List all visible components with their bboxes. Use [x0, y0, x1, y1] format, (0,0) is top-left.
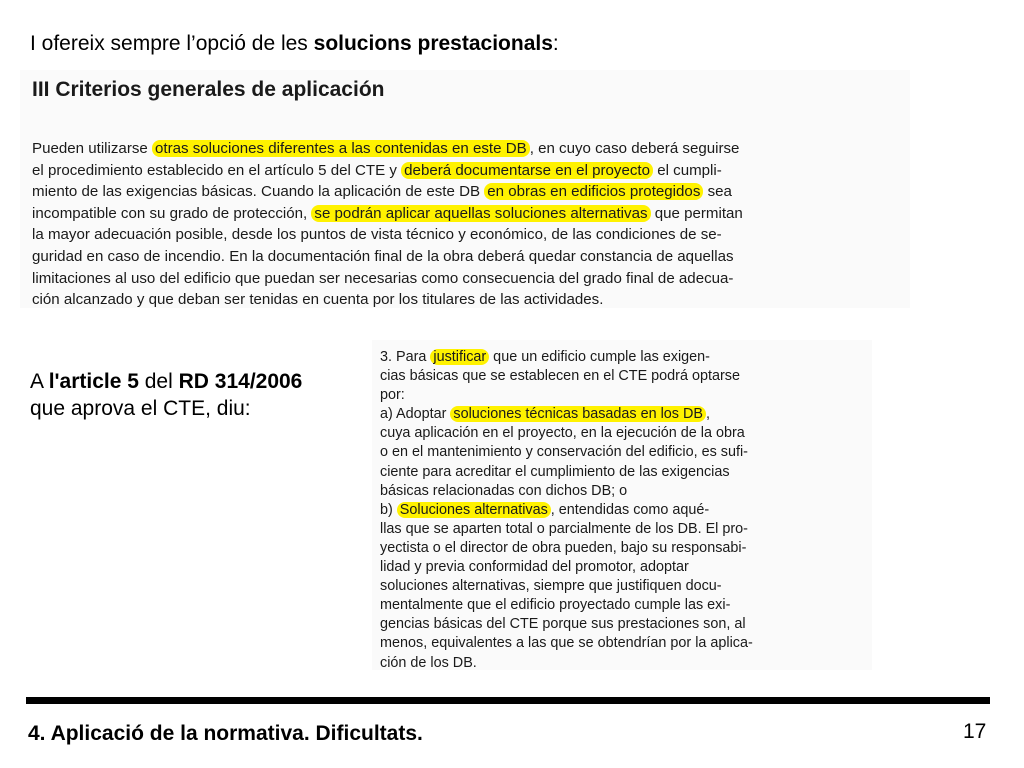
- citation-line-1: A l'article 5 del RD 314/2006: [30, 370, 303, 393]
- intro-prefix: I ofereix sempre l’opció de les: [30, 32, 314, 55]
- highlighted-phrase: deberá documentarse en el proyecto: [401, 162, 653, 179]
- excerpt-line: Pueden utilizarse otras soluciones diferentes a las contenidas en este DB , en cuyo caso deberá seguirse: [32, 140, 740, 157]
- citation-line-2: que aprova el CTE, diu:: [30, 397, 251, 420]
- excerpt-line: por:: [380, 387, 405, 404]
- footer-divider: [26, 697, 990, 704]
- intro-suffix: :: [552, 32, 559, 55]
- intro-text: [30, 30, 559, 58]
- excerpt-line: el procedimiento establecido en el artículo 5 del CTE y deberá documentarse en el proyecto el cumpli-: [32, 161, 722, 179]
- excerpt-line: cuya aplicación en el proyecto, en la ejecución de la obra: [380, 425, 745, 442]
- excerpt-line: gencias básicas del CTE porque sus prestaciones son, al: [380, 616, 746, 633]
- excerpt-line: menos, equivalentes a las que se obtendrían por la aplica-: [380, 635, 753, 652]
- citation-article: l'article 5: [48, 370, 139, 393]
- intro-bold-term: solucions prestacionals: [313, 32, 553, 55]
- excerpt-line: la mayor adecuación posible, desde los puntos de vista técnico y económico, de las condiciones de se-: [32, 226, 722, 244]
- excerpt-line: yectista o el director de obra pueden, bajo su responsabi-: [380, 539, 747, 556]
- excerpt-line: lidad y previa conformidad del promotor, adoptar: [380, 559, 689, 576]
- page-number: 17: [963, 720, 987, 743]
- excerpt-line: mentalmente que el edificio proyectado cumple las exi-: [380, 597, 731, 614]
- footer-title: 4. Aplicació de la normativa. Dificultats.: [28, 722, 423, 745]
- citation-text: [30, 368, 302, 422]
- excerpt-line: 3. Para justificar que un edificio cumple las exigen-: [380, 349, 710, 365]
- excerpt-line: ción alcanzado y que deban ser tenidas en cuenta por los titulares de las actividades.: [32, 291, 604, 309]
- highlighted-phrase: justificar: [430, 349, 489, 365]
- excerpt-paragraph: [380, 348, 753, 673]
- excerpt-line: cias básicas que se establecen en el CTE podrá optarse: [380, 368, 740, 385]
- highlighted-phrase: otras soluciones diferentes a las contenidas en este DB: [152, 140, 530, 157]
- excerpt-paragraph: [32, 138, 743, 311]
- excerpt-line: a) Adoptar soluciones técnicas basadas en los DB ,: [380, 406, 710, 423]
- highlighted-phrase: soluciones técnicas basadas en los DB: [450, 406, 706, 422]
- highlighted-phrase: Soluciones alternativas: [397, 502, 551, 518]
- excerpt-line: ción de los DB.: [380, 654, 477, 671]
- excerpt-line: o en el mantenimiento y conservación del edificio, es sufi-: [380, 444, 748, 461]
- excerpt-line: limitaciones al uso del edificio que puedan ser necesarias como consecuencia del grado final de adecua-: [32, 269, 734, 287]
- excerpt-line: básicas relacionadas con dichos DB; o: [380, 482, 628, 499]
- excerpt-line: incompatible con su grado de protección, se podrán aplicar aquellas soluciones alternativas que permitan: [32, 204, 743, 222]
- excerpt-criterios-generales: [20, 70, 910, 308]
- excerpt-heading: III Criterios generales de aplicación: [32, 78, 385, 101]
- excerpt-line: miento de las exigencias básicas. Cuando la aplicación de este DB en obras en edificios protegidos sea: [32, 183, 732, 201]
- highlighted-phrase: se podrán aplicar aquellas soluciones alternativas: [311, 205, 650, 222]
- highlighted-phrase: en obras en edificios protegidos: [484, 183, 703, 200]
- excerpt-line: b) Soluciones alternativas , entendidas como aqué-: [380, 501, 710, 518]
- excerpt-line: llas que se aparten total o parcialmente de los DB. El pro-: [380, 520, 748, 537]
- excerpt-line: soluciones alternativas, siempre que justifiquen docu-: [380, 578, 722, 595]
- excerpt-line: guridad en caso de incendio. En la documentación final de la obra deberá quedar constancia de aquellas: [32, 247, 734, 265]
- citation-decree: RD 314/2006: [178, 370, 303, 393]
- excerpt-line: ciente para acreditar el cumplimiento de las exigencias: [380, 463, 730, 480]
- excerpt-article-5: [372, 340, 872, 670]
